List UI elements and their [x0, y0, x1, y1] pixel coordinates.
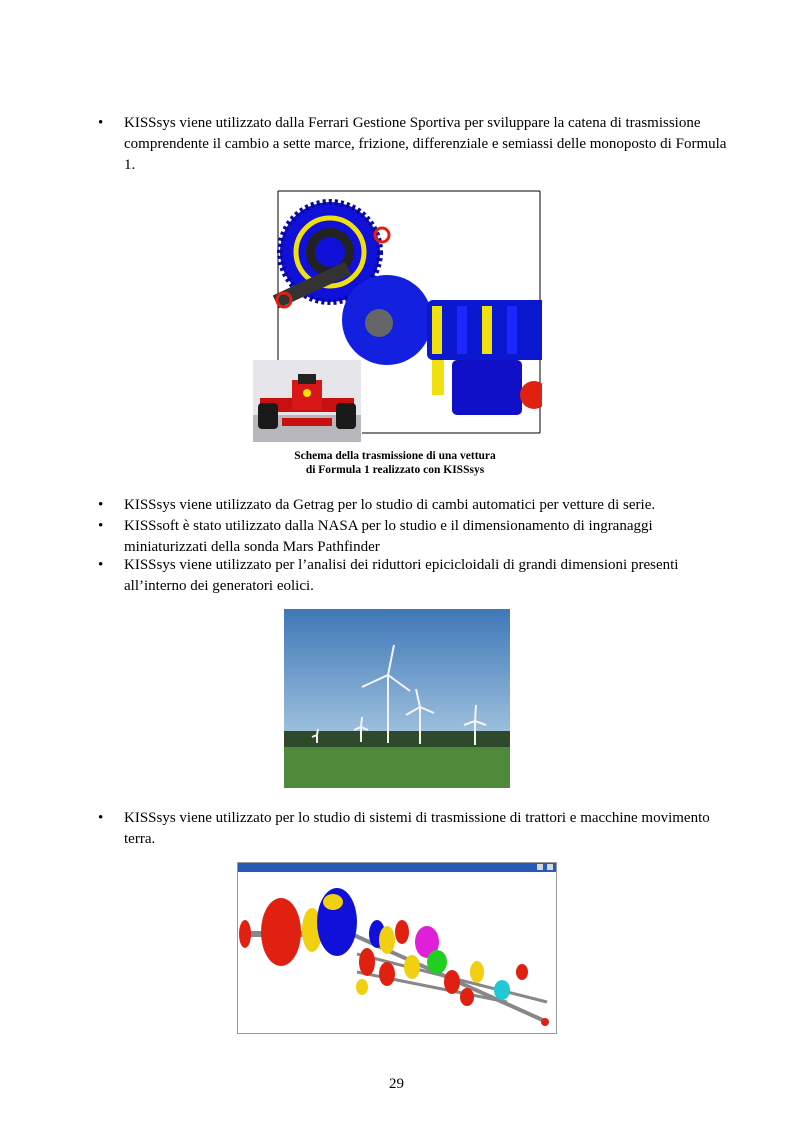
caption-line-2: di Formula 1 realizzato con KISSsys — [305, 464, 485, 476]
wind-turbines-photo — [284, 609, 510, 788]
bullet-text: KISSsys viene utilizzato da Getrag per lo studio di cambi automatici per vetture di serie. — [124, 497, 656, 513]
bullet-text: KISSsoft è stato utilizzato dalla NASA per lo studio e il dimensionamento di ingranaggi miniaturizzati della sonda Mars Pathfinder — [124, 518, 653, 555]
bullet-symbol: • — [98, 557, 104, 573]
bullet-symbol: • — [98, 497, 104, 513]
f1-car-photo — [253, 360, 361, 442]
f1-transmission-figure — [252, 190, 542, 445]
bullet-ferrari — [98, 113, 738, 176]
figure-caption — [250, 449, 540, 477]
tractor-transmission-figure — [237, 862, 557, 1034]
bullet-wind — [98, 555, 738, 597]
caption-line-1: Schema della trasmissione di una vettura — [294, 450, 496, 462]
bullet-text: KISSsys viene utilizzato per l’analisi dei riduttori epicicloidali di grandi dimensioni presenti all’interno dei generatori eolici. — [124, 557, 679, 594]
bullet-text: KISSsys viene utilizzato dalla Ferrari Gestione Sportiva per sviluppare la catena di trasmissione comprendente il cambio a sette marce, frizione, differenziale e semiassi delle monoposto di Formula 1. — [124, 115, 727, 173]
bullet-getrag — [98, 495, 738, 516]
bullet-tractor — [98, 808, 738, 850]
bullet-text: KISSsys viene utilizzato per lo studio di sistemi di trasmissione di trattori e macchine movimento terra. — [124, 810, 710, 847]
bullet-nasa — [98, 516, 738, 558]
bullet-symbol: • — [98, 518, 104, 534]
bullet-symbol: • — [98, 810, 104, 826]
bullet-symbol: • — [98, 115, 104, 131]
page-number: 29 — [389, 1076, 404, 1092]
